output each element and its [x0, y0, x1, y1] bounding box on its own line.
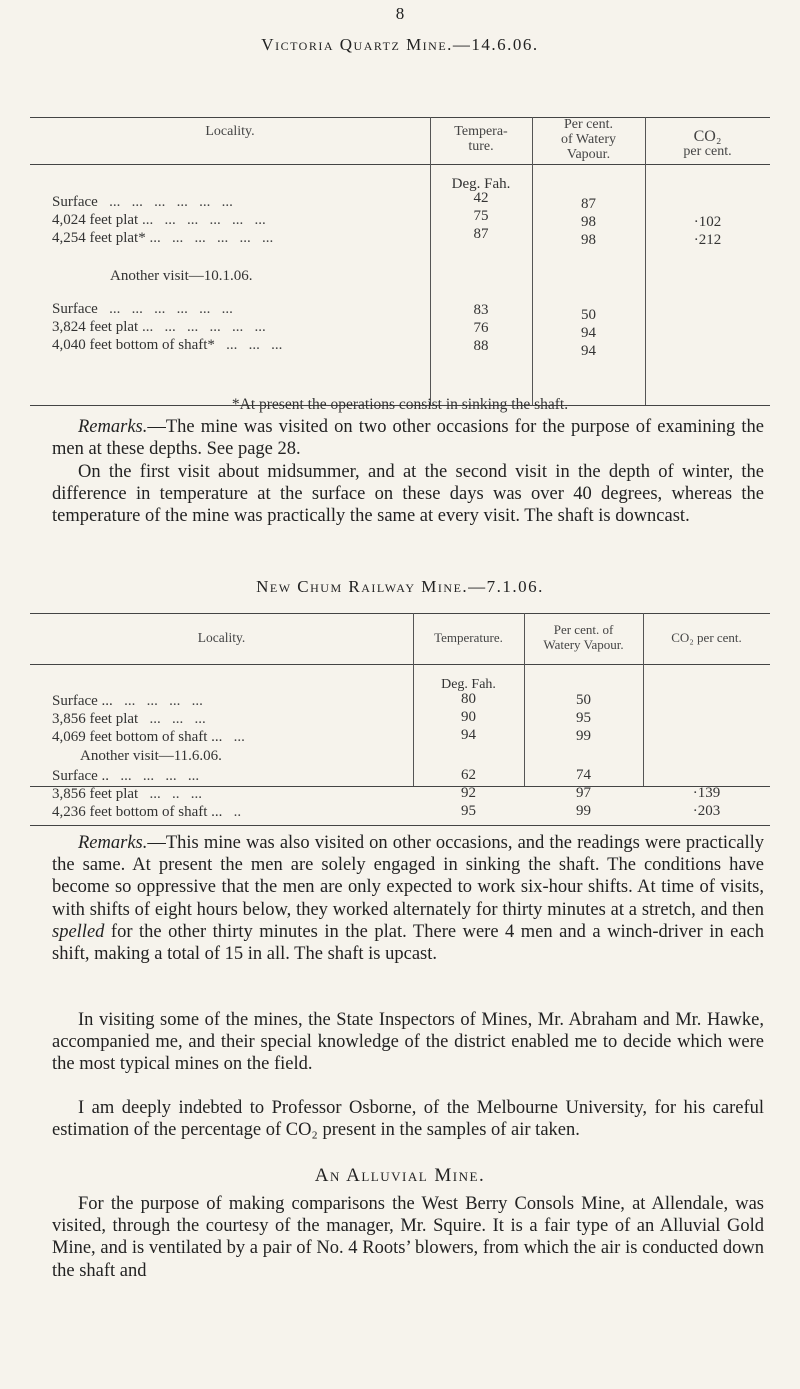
table1-col-divider — [430, 117, 431, 405]
table-cell-co2: ·203 — [692, 803, 721, 819]
table-row-locality: 3,824 feet plat ... ... ... ... ... ... — [52, 319, 266, 335]
table-cell-vapour: 50 — [581, 307, 596, 323]
table-cell-temp: 83 — [473, 302, 489, 318]
remarks1-paragraph: Remarks.—The mine was visited on two other occasions for the purpose of examining the men at these depths. See page 28. — [52, 417, 764, 460]
table-row-locality: 4,236 feet bottom of shaft ... .. — [52, 804, 242, 820]
table-cell-temp: 87 — [473, 226, 489, 242]
remarks2-paragraph-3: I am deeply indebted to Professor Osborne, of the Melbourne University, for his careful estimation of the percentage of CO₂ present in the samples of air taken. — [52, 1098, 764, 1141]
table-cell-vapour: 99 — [576, 803, 591, 819]
table1-top-rule — [30, 117, 770, 118]
table-row-locality: 4,024 feet plat ... ... ... ... ... ... — [52, 212, 266, 228]
table1-header-co2: CO₂ per cent. — [683, 128, 732, 159]
table1-subheading: Another visit—10.1.06. — [110, 268, 253, 284]
table1-heading: Victoria Quartz Mine.—14.6.06. — [261, 35, 539, 54]
table2-subheading: Another visit—11.6.06. — [80, 748, 222, 764]
remarks2-paragraph-2: In visiting some of the mines, the State Inspectors of Mines, Mr. Abraham and Mr. Hawke, accompanied me, and their special knowledge of the district enabled me to decide which were the most typical mines on the field. — [52, 1010, 764, 1075]
table-row-locality: Surface ... ... ... ... ... ... — [52, 194, 233, 210]
table-cell-temp: 88 — [473, 338, 489, 354]
table-cell-vapour: 98 — [581, 232, 596, 248]
table1-header-temperature: Tempera- ture. — [454, 124, 508, 154]
table-cell-temp: 90 — [461, 709, 476, 725]
table-row-locality: 4,040 feet bottom of shaft* ... ... ... — [52, 337, 283, 353]
table-row-locality: Surface ... ... ... ... ... — [52, 693, 203, 709]
table-cell-temp: 92 — [461, 785, 476, 801]
table-cell-vapour: 94 — [581, 325, 596, 341]
table1-header-rule — [30, 164, 770, 165]
table-cell-vapour: 99 — [576, 728, 591, 744]
table1-unit: Deg. Fah. — [451, 176, 511, 192]
table-cell-co2: ·102 — [693, 214, 722, 230]
table-row-locality: 3,856 feet plat ... .. ... — [52, 786, 202, 802]
table1-col-divider — [645, 117, 646, 405]
page-number: 8 — [395, 4, 405, 23]
table2-header-rule — [30, 664, 770, 665]
section3-heading: An Alluvial Mine. — [314, 1165, 486, 1186]
table-row-locality: 4,069 feet bottom of shaft ... ... — [52, 729, 245, 745]
table-cell-temp: 42 — [473, 190, 489, 206]
table-row-locality: 3,856 feet plat ... ... ... — [52, 711, 206, 727]
table-cell-vapour: 87 — [581, 196, 596, 212]
table2-top-rule — [30, 613, 770, 614]
remarks2-paragraph: Remarks.—This mine was also visited on other occasions, and the readings were practically the same. At present the men are solely engaged in sinking the shaft. The conditions have become so oppressive that the men are only expected to work six-hour shifts. At time of visits, with shifts of eight hours below, they worked alternately for thirty minutes at a stretch, and then spelled for the other thirty minutes in the plat. There were 4 men and a winch-driver in each shift, making a total of 15 in all. The shaft is upcast. — [52, 833, 764, 965]
table2-unit: Deg. Fah. — [441, 677, 496, 692]
table-cell-vapour: 97 — [576, 785, 591, 801]
table-cell-temp: 62 — [461, 767, 476, 783]
table2-end-rule — [30, 825, 770, 826]
table2-heading: New Chum Railway Mine.—7.1.06. — [256, 577, 544, 596]
table1-header-vapour: Per cent. of Watery Vapour. — [561, 117, 616, 162]
table-cell-vapour: 94 — [581, 343, 596, 359]
table2-header-temperature: Temperature. — [434, 630, 503, 645]
table-row-locality: Surface .. ... ... ... ... — [52, 768, 200, 784]
table2-header-locality: Locality. — [197, 630, 246, 645]
table-cell-co2: ·139 — [692, 785, 721, 801]
table-cell-vapour: 98 — [581, 214, 596, 230]
table-cell-temp: 75 — [473, 208, 489, 224]
table2-header-co2: CO₂ per cent. — [671, 630, 742, 645]
remarks1-paragraph-2: On the first visit about midsummer, and at the second visit in the depth of winter, the difference in temperature at the surface on these days was over 40 degrees, whereas the temperature of the mine was practically the same at every visit. The shaft is downcast. — [52, 462, 764, 527]
table-cell-vapour: 50 — [576, 692, 591, 708]
table-cell-temp: 76 — [473, 320, 489, 336]
table-cell-co2: ·212 — [693, 232, 722, 248]
table-row-locality: Surface ... ... ... ... ... ... — [52, 301, 233, 317]
table1-footnote: *At present the operations consist in sinking the shaft. — [231, 396, 569, 413]
table-cell-vapour: 74 — [576, 767, 591, 783]
table-cell-temp: 94 — [461, 727, 476, 743]
section3-paragraph: For the purpose of making comparisons the West Berry Consols Mine, at Allendale, was visited, through the courtesy of the manager, Mr. Squire. It is a fair type of an Alluvial Gold Mine, and is ventilated by a pair of No. 4 Roots’ blowers, from which the air is conducted down the shaft and — [52, 1194, 764, 1281]
table-row-locality: 4,254 feet plat* ... ... ... ... ... ... — [52, 230, 274, 246]
table-cell-temp: 80 — [461, 691, 476, 707]
table-cell-temp: 95 — [461, 803, 476, 819]
table2-header-vapour: Per cent. of Watery Vapour. — [543, 622, 624, 652]
table1-header-locality: Locality. — [205, 124, 255, 139]
table-cell-vapour: 95 — [576, 710, 591, 726]
